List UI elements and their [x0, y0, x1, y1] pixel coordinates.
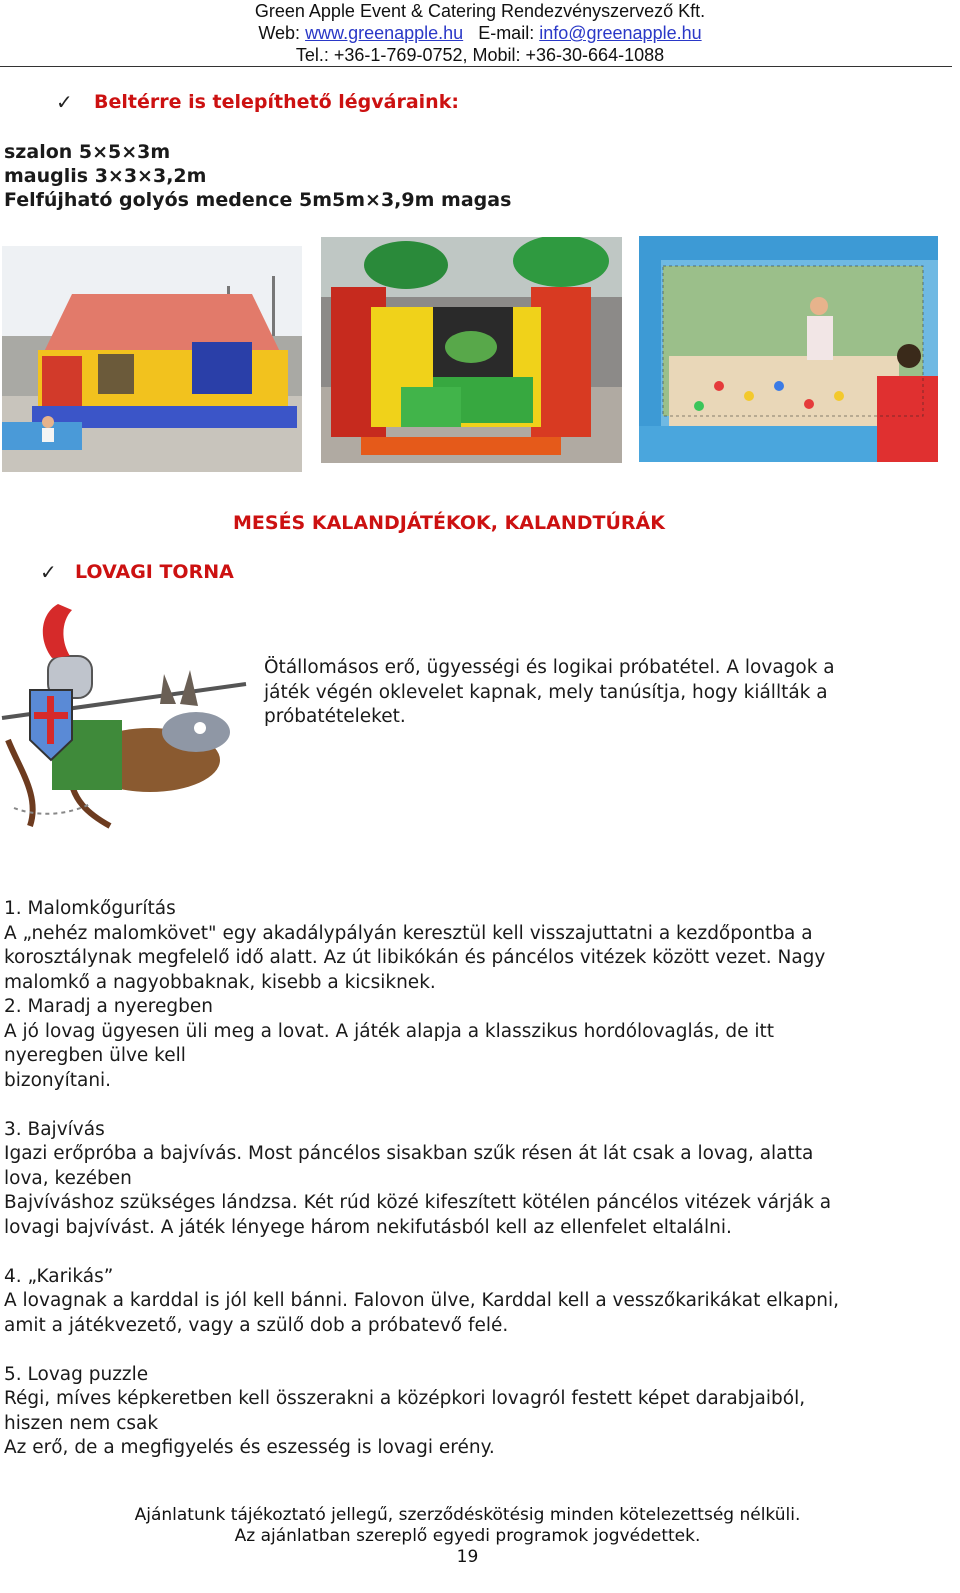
text-line: A lovagnak a karddal is jól kell bánni. Falovon ülve, Karddal kell a vesszőkarikákat elkapni,: [4, 1290, 839, 1311]
intro-line: próbatételeket.: [264, 706, 406, 727]
email-label: E-mail:: [478, 23, 535, 43]
size-item: szalon 5×5×3m: [4, 141, 171, 163]
section-title: MESÉS KALANDJÁTÉKOK, KALANDTÚRÁK: [233, 512, 665, 534]
page-header: [0, 0, 960, 66]
header-divider: [0, 66, 952, 67]
text-line: 3. Bajvívás: [4, 1118, 105, 1140]
text-line: bizonyítani.: [4, 1069, 112, 1091]
text-line: lovagi bajvívást. A játék lényege három nekifutásból kell az ellenfelet eltalálni.: [4, 1216, 732, 1238]
text-line: lova, kezében: [4, 1167, 132, 1189]
text-line: [4, 1093, 954, 1118]
footer-disclaimer: Ajánlatunk tájékoztató jellegű, szerződéskötésig minden kötelezettség nélküli.: [134, 1505, 801, 1525]
text-line: 2. Maradj a nyeregben: [4, 996, 213, 1017]
text-line: Bajvíváshoz szükséges lándzsa. Két rúd közé kifeszített kötélen páncélos vitézek várják a: [4, 1192, 832, 1213]
text-line: hiszen nem csak: [4, 1412, 159, 1434]
page-footer: [0, 1505, 935, 1568]
text-line: [4, 1338, 954, 1363]
text-line: Az erő, de a megfigyelés és eszesség is lovagi erény.: [4, 1437, 495, 1458]
text-line: nyeregben ülve kell: [4, 1045, 186, 1066]
size-item: mauglis 3×3×3,2m: [4, 165, 207, 187]
text-line: 4. „Karikás”: [4, 1265, 114, 1287]
text-line: A „nehéz malomkövet" egy akadálypályán keresztül kell visszajuttatni a kezdőpontba a: [4, 922, 813, 944]
program-description: [4, 897, 954, 1461]
text-line: [4, 1240, 954, 1265]
text-line: Régi, míves képkeretben kell összerakni a középkori lovagról festett képet darabjaiból,: [4, 1388, 806, 1409]
bouncy-castle-photo-1: [2, 246, 302, 472]
knight-illustration: [0, 600, 250, 836]
text-line: 1. Malomkőgurítás: [4, 898, 176, 919]
text-line: korosztálynak megfelelő idő alatt. Az út libikókán és páncélos vitézek között vezet. Nagy: [4, 947, 826, 968]
checkmark-icon: ✓: [56, 90, 73, 114]
text-line: A jó lovag ügyesen üli meg a lovat. A játék alapja a klasszikus hordólovaglás, de itt: [4, 1020, 775, 1042]
website-link[interactable]: www.greenapple.hu: [305, 23, 464, 43]
intro-line: Ötállomásos erő, ügyességi és logikai próbatétel. A lovagok a: [264, 657, 835, 678]
email-link[interactable]: info@greenapple.hu: [539, 23, 702, 43]
text-line: Igazi erőpróba a bajvívás. Most páncélos sisakban szűk résen át lát csak a lovag, alatta: [4, 1143, 814, 1164]
section-subtitle: LOVAGI TORNA: [75, 561, 234, 583]
web-label: Web:: [258, 23, 301, 43]
footer-copyright: Az ajánlatban szereplő egyedi programok jogvédettek.: [234, 1526, 701, 1546]
company-name: Green Apple Event & Catering Rendezvényszervező Kft.: [254, 1, 706, 21]
text-line: amit a játékvezető, vagy a szülő dob a próbatevő felé.: [4, 1314, 509, 1336]
phone-line: Tel.: +36-1-769-0752, Mobil: +36-30-664-1088: [295, 45, 665, 65]
size-item: Felfújható golyós medence 5m5m×3,9m magas: [4, 189, 512, 211]
ball-pit-photo: [639, 236, 938, 462]
checkmark-icon: ✓: [40, 560, 57, 584]
page-number: 19: [456, 1547, 479, 1567]
section-heading: Beltérre is telepíthető légváraink:: [94, 91, 459, 113]
bouncy-castle-photo-2: [321, 237, 622, 463]
contact-line: [0, 22, 960, 44]
intro-paragraph: [264, 656, 904, 730]
text-line: malomkő a nagyobbaknak, kisebb a kicsiknek.: [4, 971, 436, 993]
intro-line: játék végén oklevelet kapnak, mely tanúsítja, hogy kiállták a: [264, 681, 828, 703]
text-line: 5. Lovag puzzle: [4, 1363, 149, 1385]
